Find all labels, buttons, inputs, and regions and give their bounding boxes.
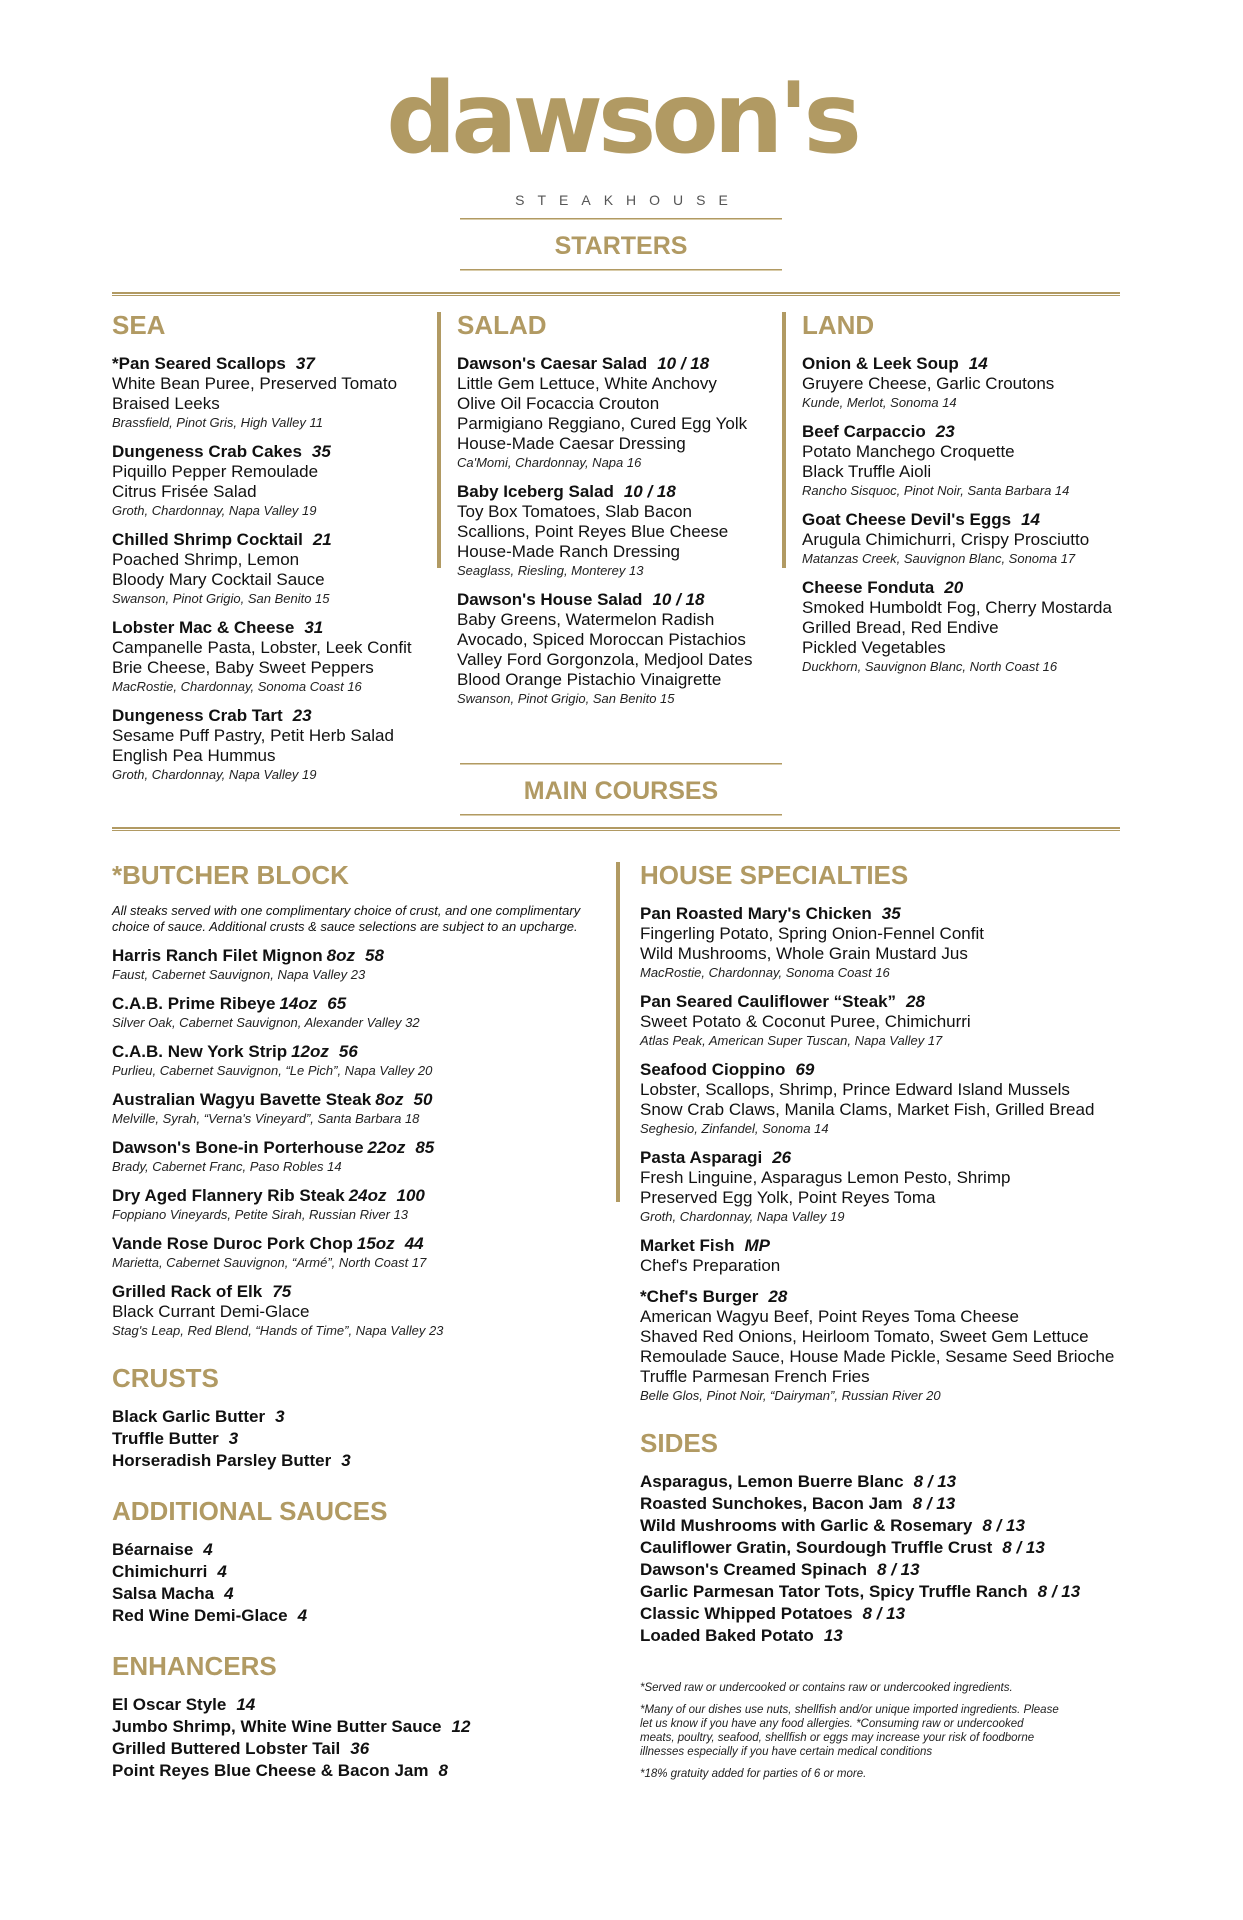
menu-line-item xyxy=(112,1406,582,1428)
item-description: Chef's Preparation xyxy=(640,1256,781,1275)
footnote-raw: *Served raw or undercooked or contains raw or undercooked ingredients. xyxy=(640,1682,1013,1694)
item-name-line xyxy=(112,993,582,1014)
item-price: MP xyxy=(744,1236,770,1255)
item-name: Asparagus, Lemon Buerre Blanc xyxy=(640,1472,904,1491)
item-name-line xyxy=(112,1089,582,1110)
header-bar xyxy=(460,814,782,816)
item-description: Lobster, Scallops, Shrimp, Prince Edward Island Mussels xyxy=(640,1080,1070,1099)
sides-list xyxy=(640,1471,1140,1647)
item-name: Lobster Mac & Cheese xyxy=(112,618,295,637)
item-name: Cheese Fonduta xyxy=(802,578,935,597)
item-name: Horseradish Parsley Butter xyxy=(112,1451,332,1470)
item-name-line xyxy=(802,353,1132,374)
item-description: Preserved Egg Yolk, Point Reyes Toma xyxy=(640,1188,936,1207)
item-description: Truffle Parmesan French Fries xyxy=(640,1367,870,1386)
wine-pairing: Swanson, Pinot Grigio, San Benito 15 xyxy=(112,591,330,606)
item-name-line xyxy=(640,1286,1140,1307)
item-price: 85 xyxy=(415,1138,435,1157)
item-name: Chilled Shrimp Cocktail xyxy=(112,530,303,549)
salad-title: SALAD xyxy=(457,310,547,340)
item-price: 21 xyxy=(312,530,332,549)
menu-line-item xyxy=(112,1539,582,1561)
item-name-line xyxy=(457,589,787,610)
item-price: 4 xyxy=(224,1584,234,1603)
wine-pairing: Stag's Leap, Red Blend, “Hands of Time”, Napa Valley 23 xyxy=(112,1323,444,1338)
menu-item xyxy=(640,1147,1140,1225)
item-name-line xyxy=(112,529,442,550)
menu-line-item xyxy=(112,1428,582,1450)
item-price: 56 xyxy=(338,1042,358,1061)
item-name-line xyxy=(112,441,442,462)
item-name: Grilled Rack of Elk xyxy=(112,1282,263,1301)
item-price: 10 / 18 xyxy=(657,354,710,373)
item-name: Dawson's Caesar Salad xyxy=(457,354,648,373)
item-price: 65 xyxy=(327,994,347,1013)
item-size: 24oz xyxy=(348,1186,387,1205)
wine-pairing: Atlas Peak, American Super Tuscan, Napa Valley 17 xyxy=(640,1033,943,1048)
item-description: Olive Oil Focaccia Crouton xyxy=(457,394,660,413)
column-divider xyxy=(437,312,441,568)
menu-line-item xyxy=(112,1716,582,1738)
menu-item xyxy=(112,1137,582,1175)
menu-item xyxy=(457,353,787,471)
item-price: 14 xyxy=(236,1695,256,1714)
item-price: 8 / 13 xyxy=(913,1472,957,1491)
wine-pairing: Seaglass, Riesling, Monterey 13 xyxy=(457,563,644,578)
footnotes xyxy=(640,1681,1060,1781)
item-description: Black Truffle Aioli xyxy=(802,462,932,481)
sea-title: SEA xyxy=(112,310,166,340)
menu-line-item xyxy=(112,1561,582,1583)
wine-pairing: Melville, Syrah, “Verna's Vineyard”, Santa Barbara 18 xyxy=(112,1111,420,1126)
item-description: House-Made Ranch Dressing xyxy=(457,542,680,561)
menu-item xyxy=(112,945,582,983)
item-price: 50 xyxy=(413,1090,433,1109)
item-size: 14oz xyxy=(279,994,318,1013)
item-name-line xyxy=(802,421,1132,442)
item-price: 8 / 13 xyxy=(982,1516,1025,1535)
item-name: El Oscar Style xyxy=(112,1695,227,1714)
section-rule xyxy=(112,827,1120,831)
menu-line-item xyxy=(112,1450,582,1472)
item-description: Grilled Bread, Red Endive xyxy=(802,618,999,637)
item-name: Chimichurri xyxy=(112,1562,208,1581)
item-price: 35 xyxy=(311,442,331,461)
item-size: 12oz xyxy=(291,1042,329,1061)
wine-pairing: Groth, Chardonnay, Napa Valley 19 xyxy=(112,767,317,782)
item-price: 3 xyxy=(228,1429,239,1448)
item-price: 100 xyxy=(396,1186,425,1205)
item-price: 4 xyxy=(217,1562,227,1581)
item-name: Point Reyes Blue Cheese & Bacon Jam xyxy=(112,1761,429,1780)
menu-line-item xyxy=(112,1738,582,1760)
item-description: Citrus Frisée Salad xyxy=(112,482,257,501)
item-name-line xyxy=(802,509,1132,530)
item-price: 14 xyxy=(1021,510,1040,529)
item-name-line xyxy=(112,945,582,966)
item-price: 13 xyxy=(823,1626,843,1645)
item-price: 8 / 13 xyxy=(862,1604,906,1623)
menu-item xyxy=(640,1235,1140,1276)
menu-line-item xyxy=(112,1760,582,1782)
logo xyxy=(0,62,1243,208)
item-description: Braised Leeks xyxy=(112,394,220,413)
item-name: Vande Rose Duroc Pork Chop xyxy=(112,1234,353,1253)
wine-pairing: Kunde, Merlot, Sonoma 14 xyxy=(802,395,957,410)
menu-item xyxy=(112,705,442,783)
item-price: 37 xyxy=(295,354,315,373)
menu-line-item xyxy=(640,1559,1140,1581)
menu-item xyxy=(802,421,1132,499)
item-name: Dawson's House Salad xyxy=(457,590,643,609)
item-description: Piquillo Pepper Remoulade xyxy=(112,462,319,481)
item-name-line xyxy=(640,1059,1140,1080)
sea-list xyxy=(112,353,442,783)
item-name: Pan Roasted Mary's Chicken xyxy=(640,904,872,923)
menu-line-item xyxy=(640,1493,1140,1515)
item-name: Dry Aged Flannery Rib Steak xyxy=(112,1186,345,1205)
item-price: 10 / 18 xyxy=(623,482,676,501)
item-price: 75 xyxy=(272,1282,292,1301)
item-name: Harris Ranch Filet Mignon xyxy=(112,946,323,965)
wine-pairing: Faust, Cabernet Sauvignon, Napa Valley 23 xyxy=(112,967,366,982)
item-name: C.A.B. Prime Ribeye xyxy=(112,994,276,1013)
item-name-line xyxy=(112,1233,582,1254)
item-name: Dawson's Bone-in Porterhouse xyxy=(112,1138,364,1157)
sea-column xyxy=(112,310,442,793)
item-name: C.A.B. New York Strip xyxy=(112,1042,288,1061)
item-price: 23 xyxy=(935,422,955,441)
item-name-line xyxy=(802,577,1132,598)
item-description: Avocado, Spiced Moroccan Pistachios xyxy=(457,630,746,649)
menu-item xyxy=(112,529,442,607)
item-description: English Pea Hummus xyxy=(112,746,276,765)
item-description: Scallions, Point Reyes Blue Cheese xyxy=(457,522,729,541)
menu-item xyxy=(640,1059,1140,1137)
item-name: Dungeness Crab Tart xyxy=(112,706,283,725)
item-name-line xyxy=(457,353,787,374)
wine-pairing: MacRostie, Chardonnay, Sonoma Coast 16 xyxy=(640,965,890,980)
sauces-list xyxy=(112,1539,582,1627)
wine-pairing: Marietta, Cabernet Sauvignon, “Armé”, North Coast 17 xyxy=(112,1255,427,1270)
item-price: 4 xyxy=(203,1540,213,1559)
item-price: 28 xyxy=(906,992,925,1011)
enhancers-title: ENHANCERS xyxy=(112,1651,277,1681)
item-name: Dungeness Crab Cakes xyxy=(112,442,302,461)
item-description: Fresh Linguine, Asparagus Lemon Pesto, Shrimp xyxy=(640,1168,1011,1187)
item-price: 8 xyxy=(438,1761,448,1780)
item-description: Smoked Humboldt Fog, Cherry Mostarda xyxy=(802,598,1112,617)
crusts-section xyxy=(112,1363,582,1472)
menu-item xyxy=(112,993,582,1031)
sides-section xyxy=(640,1428,1140,1647)
item-name-line xyxy=(640,1235,1140,1256)
item-price: 3 xyxy=(275,1407,285,1426)
item-name: Classic Whipped Potatoes xyxy=(640,1604,853,1623)
item-name: Béarnaise xyxy=(112,1540,194,1559)
menu-item xyxy=(802,577,1132,675)
item-description: Arugula Chimichurri, Crispy Prosciutto xyxy=(802,530,1090,549)
item-price: 28 xyxy=(768,1287,788,1306)
land-column xyxy=(802,310,1132,685)
main-courses-header xyxy=(460,763,782,816)
specialties-list xyxy=(640,903,1140,1404)
menu-line-item xyxy=(112,1583,582,1605)
item-name-line xyxy=(112,1041,582,1062)
item-price: 26 xyxy=(772,1148,792,1167)
item-name: Goat Cheese Devil's Eggs xyxy=(802,510,1012,529)
wine-pairing: Matanzas Creek, Sauvignon Blanc, Sonoma 17 xyxy=(802,551,1076,566)
item-name: Jumbo Shrimp, White Wine Butter Sauce xyxy=(112,1717,442,1736)
item-name-line xyxy=(640,903,1140,924)
item-description: Sweet Potato & Coconut Puree, Chimichurri xyxy=(640,1012,971,1031)
item-price: 20 xyxy=(944,578,964,597)
butcher-title: *BUTCHER BLOCK xyxy=(112,860,349,890)
item-name: *Pan Seared Scallops xyxy=(112,354,286,373)
wine-pairing: Duckhorn, Sauvignon Blanc, North Coast 16 xyxy=(802,659,1058,674)
item-description: Fingerling Potato, Spring Onion-Fennel Confit xyxy=(640,924,984,943)
butcher-note: All steaks served with one complimentary choice of crust, and one complimentary choice of sauce. Additional crusts & sauce selections are subject to an upcharge. xyxy=(112,903,581,934)
item-name: Loaded Baked Potato xyxy=(640,1626,814,1645)
item-name: Pasta Asparagi xyxy=(640,1148,763,1167)
section-rule xyxy=(112,292,1120,296)
enhancers-list xyxy=(112,1694,582,1782)
item-price: 12 xyxy=(451,1717,471,1736)
land-list xyxy=(802,353,1132,675)
wine-pairing: Purlieu, Cabernet Sauvignon, “Le Pich”, Napa Valley 20 xyxy=(112,1063,433,1078)
item-description: Shaved Red Onions, Heirloom Tomato, Sweet Gem Lettuce xyxy=(640,1327,1089,1346)
item-name: Australian Wagyu Bavette Steak xyxy=(112,1090,372,1109)
brand-subtitle: STEAKHOUSE xyxy=(515,192,741,208)
item-name-line xyxy=(112,353,442,374)
wine-pairing: Foppiano Vineyards, Petite Sirah, Russian River 13 xyxy=(112,1207,409,1222)
menu-line-item xyxy=(112,1605,582,1627)
menu-item xyxy=(112,1185,582,1223)
menu-item xyxy=(802,353,1132,411)
item-name: Baby Iceberg Salad xyxy=(457,482,614,501)
item-description: House-Made Caesar Dressing xyxy=(457,434,686,453)
main-courses-title: MAIN COURSES xyxy=(523,777,719,805)
item-size: 8oz xyxy=(375,1090,404,1109)
starters-header xyxy=(460,218,782,271)
sauces-section xyxy=(112,1496,582,1627)
item-name: Grilled Buttered Lobster Tail xyxy=(112,1739,341,1758)
menu-item xyxy=(640,1286,1140,1404)
item-description: Pickled Vegetables xyxy=(802,638,946,657)
menu-item xyxy=(802,509,1132,567)
menu-line-item xyxy=(112,1694,582,1716)
item-price: 8 / 13 xyxy=(912,1494,956,1513)
menu-line-item xyxy=(640,1537,1140,1559)
item-description: Parmigiano Reggiano, Cured Egg Yolk xyxy=(457,414,748,433)
enhancers-section xyxy=(112,1651,582,1782)
wine-pairing: MacRostie, Chardonnay, Sonoma Coast 16 xyxy=(112,679,362,694)
sides-title: SIDES xyxy=(640,1428,719,1458)
item-size: 15oz xyxy=(356,1234,395,1253)
sauces-title: ADDITIONAL SAUCES xyxy=(112,1496,388,1526)
item-price: 4 xyxy=(297,1606,308,1625)
menu-line-item xyxy=(640,1515,1140,1537)
wine-pairing: Brady, Cabernet Franc, Paso Robles 14 xyxy=(112,1159,342,1174)
specialties-title: HOUSE SPECIALTIES xyxy=(640,860,909,890)
item-name: Seafood Cioppino xyxy=(640,1060,786,1079)
wine-pairing: Brassfield, Pinot Gris, High Valley 11 xyxy=(112,415,323,430)
wine-pairing: Swanson, Pinot Grigio, San Benito 15 xyxy=(457,691,675,706)
starters-title: STARTERS xyxy=(554,232,688,260)
menu-item xyxy=(112,1233,582,1271)
item-description: Gruyere Cheese, Garlic Croutons xyxy=(802,374,1055,393)
item-price: 35 xyxy=(881,904,901,923)
item-size: 8oz xyxy=(326,946,355,965)
specialties-column xyxy=(640,860,1140,1789)
item-description: Baby Greens, Watermelon Radish xyxy=(457,610,715,629)
salad-list xyxy=(457,353,787,707)
item-price: 8 / 13 xyxy=(1002,1538,1045,1557)
wine-pairing: Groth, Chardonnay, Napa Valley 19 xyxy=(640,1209,845,1224)
menu-line-item xyxy=(640,1471,1140,1493)
item-price: 10 / 18 xyxy=(652,590,705,609)
item-name-line xyxy=(457,481,787,502)
item-name: Beef Carpaccio xyxy=(802,422,926,441)
crusts-list xyxy=(112,1406,582,1472)
item-description: Remoulade Sauce, House Made Pickle, Sesame Seed Brioche xyxy=(640,1347,1115,1366)
item-name-line xyxy=(640,1147,1140,1168)
item-description: Bloody Mary Cocktail Sauce xyxy=(112,570,325,589)
item-name: Black Garlic Butter xyxy=(112,1407,266,1426)
item-description: White Bean Puree, Preserved Tomato xyxy=(112,374,398,393)
header-bar xyxy=(460,269,782,271)
menu-line-item xyxy=(640,1581,1140,1603)
item-description: Potato Manchego Croquette xyxy=(802,442,1015,461)
item-name: Cauliflower Gratin, Sourdough Truffle Crust xyxy=(640,1538,993,1557)
wine-pairing: Silver Oak, Cabernet Sauvignon, Alexander Valley 32 xyxy=(112,1015,420,1030)
butcher-column xyxy=(112,860,582,1782)
item-description: Wild Mushrooms, Whole Grain Mustard Jus xyxy=(640,944,968,963)
item-description: Sesame Puff Pastry, Petit Herb Salad xyxy=(112,726,394,745)
item-name: Dawson's Creamed Spinach xyxy=(640,1560,868,1579)
menu-item xyxy=(112,1281,582,1339)
menu-item xyxy=(112,1089,582,1127)
footnote-gratuity: *18% gratuity added for parties of 6 or more. xyxy=(640,1768,867,1780)
item-price: 8 / 13 xyxy=(1037,1582,1081,1601)
item-description: Little Gem Lettuce, White Anchovy xyxy=(457,374,717,393)
item-name: Garlic Parmesan Tator Tots, Spicy Truffle Ranch xyxy=(640,1582,1028,1601)
item-name: Wild Mushrooms with Garlic & Rosemary xyxy=(640,1516,973,1535)
item-price: 69 xyxy=(795,1060,815,1079)
item-price: 23 xyxy=(292,706,312,725)
item-size: 22oz xyxy=(367,1138,406,1157)
item-name: Truffle Butter xyxy=(112,1429,219,1448)
column-divider xyxy=(782,312,786,568)
item-description: Toy Box Tomatoes, Slab Bacon xyxy=(457,502,692,521)
item-description: Snow Crab Claws, Manila Clams, Market Fish, Grilled Bread xyxy=(640,1100,1095,1119)
item-price: 44 xyxy=(404,1234,424,1253)
item-price: 8 / 13 xyxy=(877,1560,920,1579)
land-title: LAND xyxy=(802,310,875,340)
item-name-line xyxy=(112,705,442,726)
item-description: Campanelle Pasta, Lobster, Leek Confit xyxy=(112,638,412,657)
item-price: 31 xyxy=(304,618,324,637)
menu-item xyxy=(457,589,787,707)
item-description: Poached Shrimp, Lemon xyxy=(112,550,300,569)
item-description: Valley Ford Gorgonzola, Medjool Dates xyxy=(457,650,753,669)
menu-item xyxy=(640,991,1140,1049)
item-name-line xyxy=(112,1281,582,1302)
butcher-list xyxy=(112,945,582,1339)
menu-item xyxy=(457,481,787,579)
item-name-line xyxy=(112,617,442,638)
item-description: Black Currant Demi-Glace xyxy=(112,1302,310,1321)
menu-item xyxy=(112,1041,582,1079)
item-price: 14 xyxy=(968,354,988,373)
column-divider xyxy=(616,862,620,1202)
menu-item xyxy=(112,617,442,695)
item-name: Salsa Macha xyxy=(112,1584,215,1603)
menu-line-item xyxy=(640,1625,1140,1647)
wine-pairing: Seghesio, Zinfandel, Sonoma 14 xyxy=(640,1121,829,1136)
item-description: Brie Cheese, Baby Sweet Peppers xyxy=(112,658,374,677)
item-name-line xyxy=(112,1137,582,1158)
menu-item xyxy=(112,353,442,431)
menu-line-item xyxy=(640,1603,1140,1625)
item-name: *Chef's Burger xyxy=(640,1287,759,1306)
menu-item xyxy=(112,441,442,519)
item-name: Red Wine Demi-Glace xyxy=(112,1606,288,1625)
item-price: 3 xyxy=(341,1451,351,1470)
item-name: Market Fish xyxy=(640,1236,735,1255)
wine-pairing: Ca'Momi, Chardonnay, Napa 16 xyxy=(457,455,642,470)
item-name-line xyxy=(112,1185,582,1206)
brand-name: dawson's xyxy=(386,62,857,176)
item-name-line xyxy=(640,991,1140,1012)
footnote-allergy: *Many of our dishes use nuts, shellfish and/or unique imported ingredients. Please let us know if you have any food allergies. *Consuming raw or undercooked meats, poultry, seafood, shellfish or eggs may increase your risk of foodborne illnesses especially if you have certain medical conditions xyxy=(640,1704,1059,1758)
item-description: Blood Orange Pistachio Vinaigrette xyxy=(457,670,722,689)
crusts-title: CRUSTS xyxy=(112,1363,219,1393)
item-price: 58 xyxy=(364,946,384,965)
item-description: American Wagyu Beef, Point Reyes Toma Cheese xyxy=(640,1307,1019,1326)
salad-column xyxy=(457,310,787,717)
item-price: 36 xyxy=(350,1739,370,1758)
menu-item xyxy=(640,903,1140,981)
wine-pairing: Groth, Chardonnay, Napa Valley 19 xyxy=(112,503,317,518)
wine-pairing: Rancho Sisquoc, Pinot Noir, Santa Barbara 14 xyxy=(802,483,1070,498)
item-name: Onion & Leek Soup xyxy=(802,354,959,373)
item-name: Roasted Sunchokes, Bacon Jam xyxy=(640,1494,903,1513)
wine-pairing: Belle Glos, Pinot Noir, “Dairyman”, Russian River 20 xyxy=(640,1388,941,1403)
item-name: Pan Seared Cauliflower “Steak” xyxy=(640,992,897,1011)
